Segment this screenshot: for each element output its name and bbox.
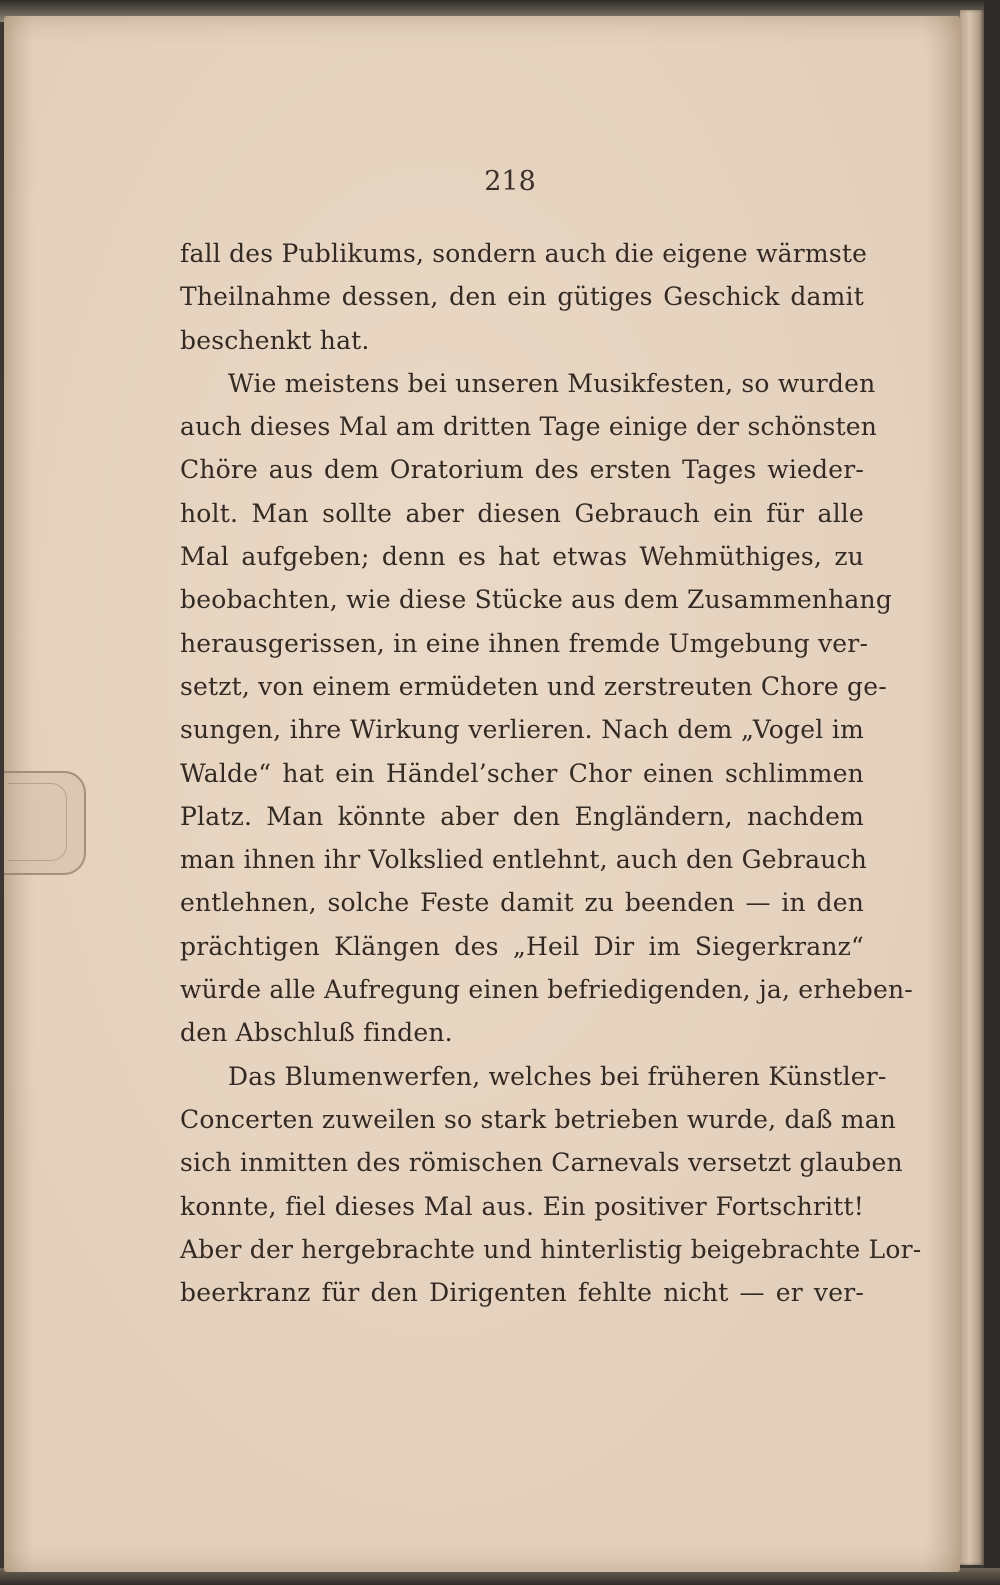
text-line: beschenkt hat. xyxy=(180,325,370,355)
text-line: Theilnahme dessen, den ein gütiges Geschick damit xyxy=(180,282,864,312)
text-line: Chöre aus dem Oratorium des ersten Tages wieder- xyxy=(180,455,864,485)
text-line: man ihnen ihr Volkslied entlehnt, auch den Gebrauch xyxy=(180,845,868,875)
text-line: den Abschluß finden. xyxy=(180,1018,453,1048)
body-text xyxy=(180,232,922,1314)
text-line: Mal aufgeben; denn es hat etwas Wehmüthiges, zu xyxy=(180,542,864,572)
text-line: Das Blumenwerfen, welches bei früheren Künstler- xyxy=(228,1061,887,1091)
text-line: Walde“ hat ein Händel’scher Chor einen schlimmen xyxy=(180,758,864,788)
text-line: konnte, fiel dieses Mal aus. Ein positiver Fortschritt! xyxy=(180,1191,864,1221)
text-line: beerkranz für den Dirigenten fehlte nicht — er ver- xyxy=(180,1278,864,1308)
text-line: herausgerissen, in eine ihnen fremde Umgebung ver- xyxy=(180,628,869,658)
book-right-edge xyxy=(984,0,1000,1585)
text-line: Wie meistens bei unseren Musikfesten, so wurden xyxy=(228,368,876,398)
text-line: sungen, ihre Wirkung verlieren. Nach dem „Vogel im xyxy=(180,715,864,745)
text-line: entlehnen, solche Feste damit zu beenden — in den xyxy=(180,888,864,918)
page-fore-edge xyxy=(960,10,984,1565)
paper-clip-mark xyxy=(4,771,86,875)
text-line: Platz. Man könnte aber den Engländern, nachdem xyxy=(180,801,864,831)
text-line: würde alle Aufregung einen befriedigenden, ja, erheben- xyxy=(180,975,913,1005)
text-line: prächtigen Klängen des „Heil Dir im Siegerkranz“ xyxy=(180,931,864,961)
text-line: Aber der hergebrachte und hinterlistig beigebrachte Lor- xyxy=(180,1234,922,1264)
text-line: fall des Publikums, sondern auch die eigene wärmste xyxy=(180,239,868,268)
page-number: 218 xyxy=(484,166,536,197)
text-line: setzt, von einem ermüdeten und zerstreuten Chore ge- xyxy=(180,671,887,701)
text-line: sich inmitten des römischen Carnevals versetzt glauben xyxy=(180,1148,903,1178)
text-line: holt. Man sollte aber diesen Gebrauch ein für alle xyxy=(180,498,864,528)
text-line: auch dieses Mal am dritten Tage einige der schönsten xyxy=(180,412,878,442)
text-line: Concerten zuweilen so stark betrieben wurde, daß man xyxy=(180,1104,897,1134)
text-line: beobachten, wie diese Stücke aus dem Zusammenhang xyxy=(180,585,893,615)
